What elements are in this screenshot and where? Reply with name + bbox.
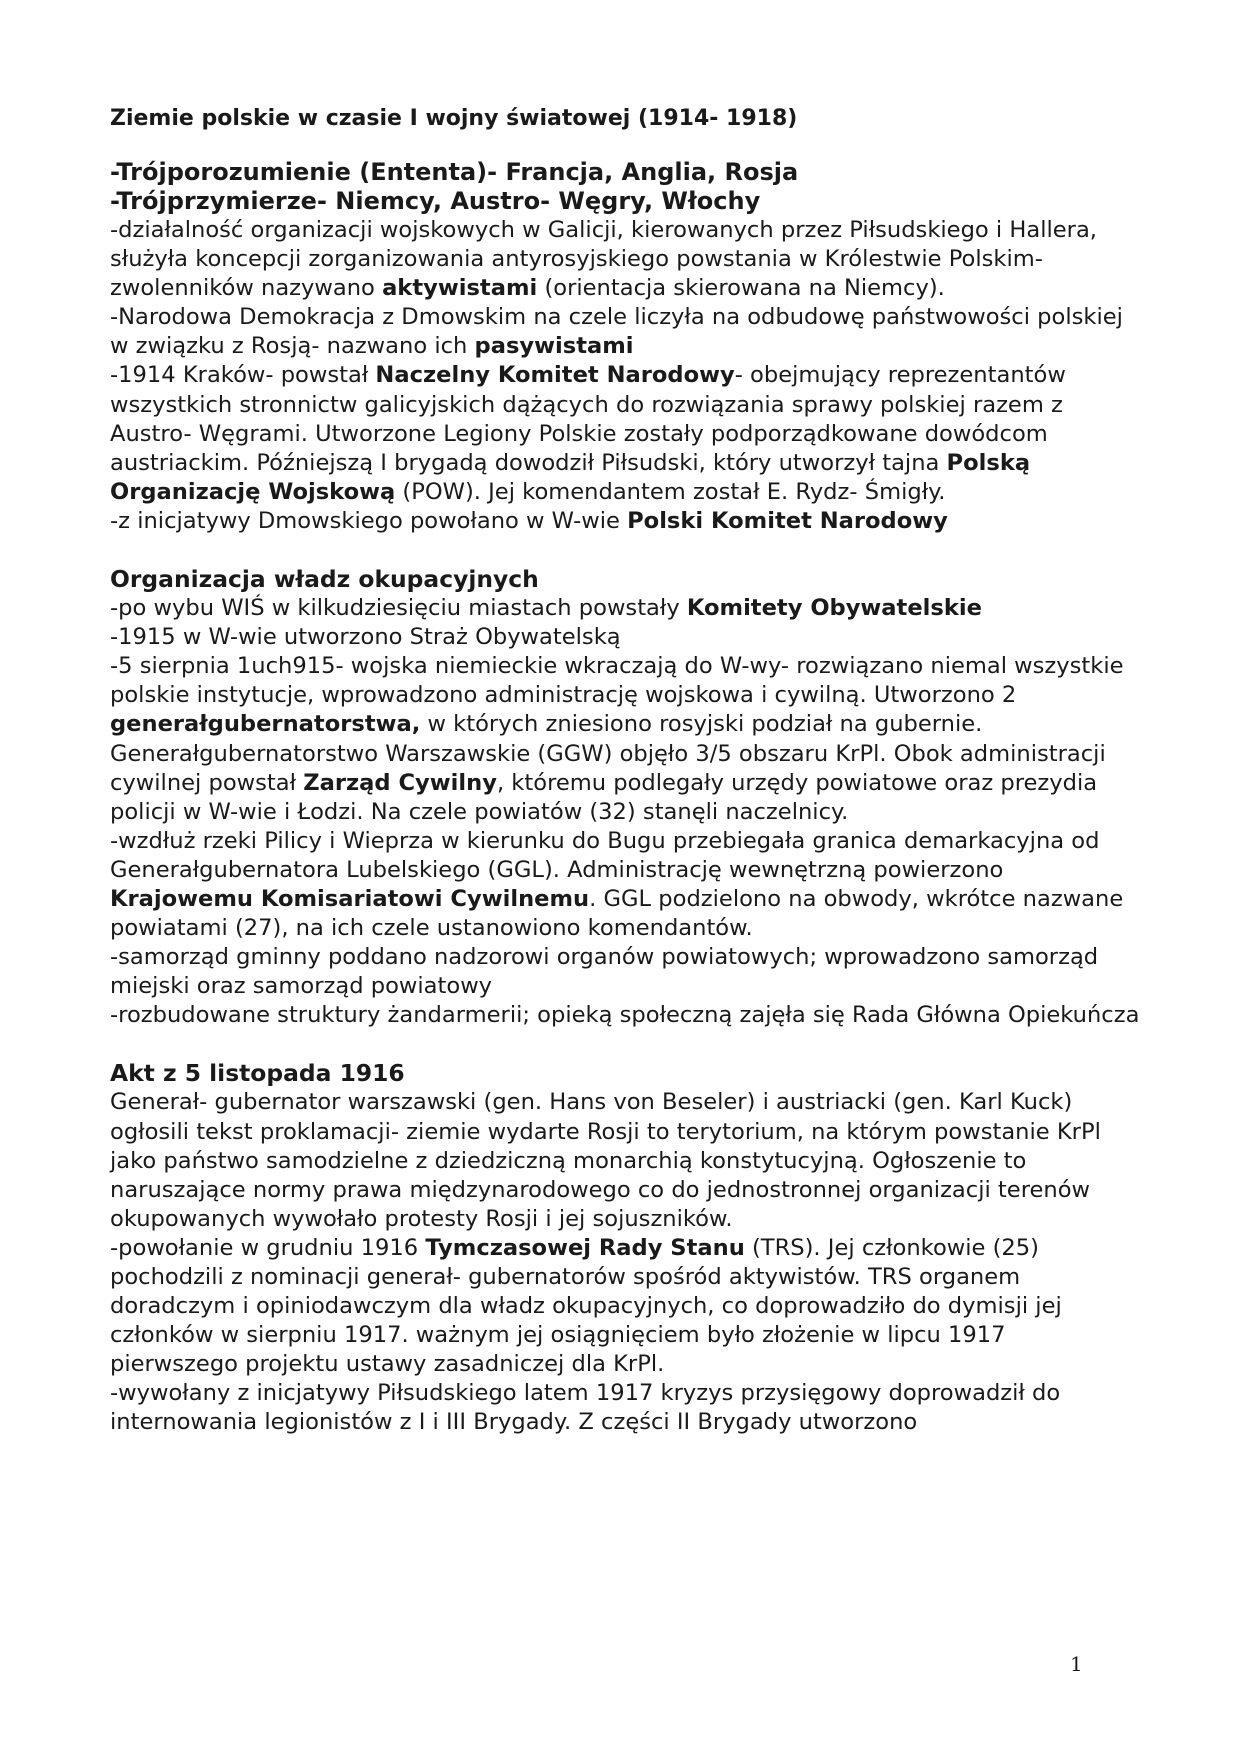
paragraph-activists: -działalność organizacji wojskowych w Galicji, kierowanych przez Piłsudskiego i Hallera, służyła koncepcji zorganizowania antyrosyjskiego powstania w Królestwie Polskim- zwolenników nazywano aktywistami (orientacja skierowana na Niemcy). bbox=[110, 217, 1097, 302]
paragraph-oath-crisis: -wywołany z inicjatywy Piłsudskiego latem 1917 kryzys przysięgowy doprowadził do internowania legionistów z I i III Brygady. Z części II Brygady utworzono bbox=[110, 1380, 1061, 1436]
paragraph-pkn: -z inicjatywy Dmowskiego powołano w W-wie Polski Komitet Narodowy bbox=[110, 507, 948, 534]
paragraph-nkn: -1914 Kraków- powstał Naczelny Komitet Narodowy- obejmujący reprezentantów wszystkich stronnictw galicyjskich dążących do rozwiązania sprawy polskiej razem z Austro- Węgrami. Utworzone Legiony Polskie zostały podporządkowane dowódcom austriackim. Późniejszą I brygadą dowodził Piłsudski, który utworzył tajna Polską Organizację Wojskową (POW). Jej komendantem został E. Rydz- Śmigły. bbox=[110, 362, 1066, 505]
paragraph-passivists: -Narodowa Demokracja z Dmowskim na czele liczyła na odbudowę państwowości polskiej w związku z Rosją- nazwano ich pasywistami bbox=[110, 304, 1123, 360]
paragraph-self-government: -samorząd gminny poddano nadzorowi organów powiatowych; wprowadzono samorząd miejski oraz samorząd powiatowy bbox=[110, 944, 1099, 1000]
paragraph-civic-committees: -po wybu WIŚ w kilkudziesięciu miastach powstały Komitety Obywatelskie bbox=[110, 595, 982, 622]
paragraph-gendarmerie: -rozbudowane struktury żandarmerii; opieką społeczną zajęła się Rada Główna Opiekuńcza bbox=[110, 1002, 1140, 1029]
paragraph-proclamation: Generał- gubernator warszawski (gen. Hans von Beseler) i austriacki (gen. Karl Kuck) ogłosili tekst proklamacji- ziemie wydarte Rosji to terytorium, na którym powstanie KrPl jako państwo samodzielne z dziedziczną monarchią konstytucyjną. Ogłoszenie to naruszające normy prawa międzynarodowego co do jednostronnej organizacji terenów okupowanych wywołało protesty Rosji i jej sojuszników. bbox=[110, 1089, 1101, 1232]
section-heading-occupation: Organizacja władz okupacyjnych bbox=[110, 565, 539, 594]
paragraph-german-entry: -5 sierpnia 1uch915- wojska niemieckie wkraczają do W-wy- rozwiązano niemal wszystkie polskie instytucje, wprowadzono administrację wojskowa i cywilną. Utworzono 2 generałgubernatorstwa, w których zniesiono rosyjski podział na gubernie. Generałgubernatorstwo Warszawskie (GGW) objęło 3/5 obszaru KrPl. Obok administracji cywilnej powstał Zarząd Cywilny, któremu podlegały urzędy powiatowe oraz prezydia policji w W-wie i Łodzi. Na czele powiatów (32) stanęli naczelnicy. bbox=[110, 653, 1124, 825]
paragraph-trs: -powołanie w grudniu 1916 Tymczasowej Rady Stanu (TRS). Jej członkowie (25) pochodzili z nominacji generał- gubernatorów spośród aktywistów. TRS organem doradczym i opiniodawczym dla władz okupacyjnych, co doprowadziło do dymisji jej członków w sierpniu 1917. ważnym jej osiągnięciem było złożenie w lipcu 1917 pierwszego projektu ustawy zasadniczej dla KrPl. bbox=[110, 1234, 1062, 1378]
paragraph-civic-guard: -1915 w W-wie utworzono Straż Obywatelską bbox=[110, 624, 621, 651]
alliance-triple: -Trójprzymierze- Niemcy, Austro- Węgry, Włochy bbox=[110, 187, 761, 215]
paragraph-demarcation: -wzdłuż rzeki Pilicy i Wieprza w kierunku do Bugu przebiegała granica demarkacyjna od Generałgubernatora Lubelskiego (GGL). Administrację wewnętrzną powierzono Krajowemu Komisariatowi Cywilnemu. GGL podzielono na obwody, wkrótce nazwane powiatami (27), na ich czele ustanowiono komendantów. bbox=[110, 827, 1124, 942]
document-page bbox=[110, 104, 1140, 1438]
document-title: Ziemie polskie w czasie I wojny światowej (1914- 1918) bbox=[110, 106, 798, 131]
section-heading-act: Akt z 5 listopada 1916 bbox=[110, 1059, 405, 1088]
alliance-entente: -Trójporozumienie (Ententa)- Francja, Anglia, Rosja bbox=[110, 158, 799, 186]
page-number: 1 bbox=[1070, 1652, 1083, 1676]
